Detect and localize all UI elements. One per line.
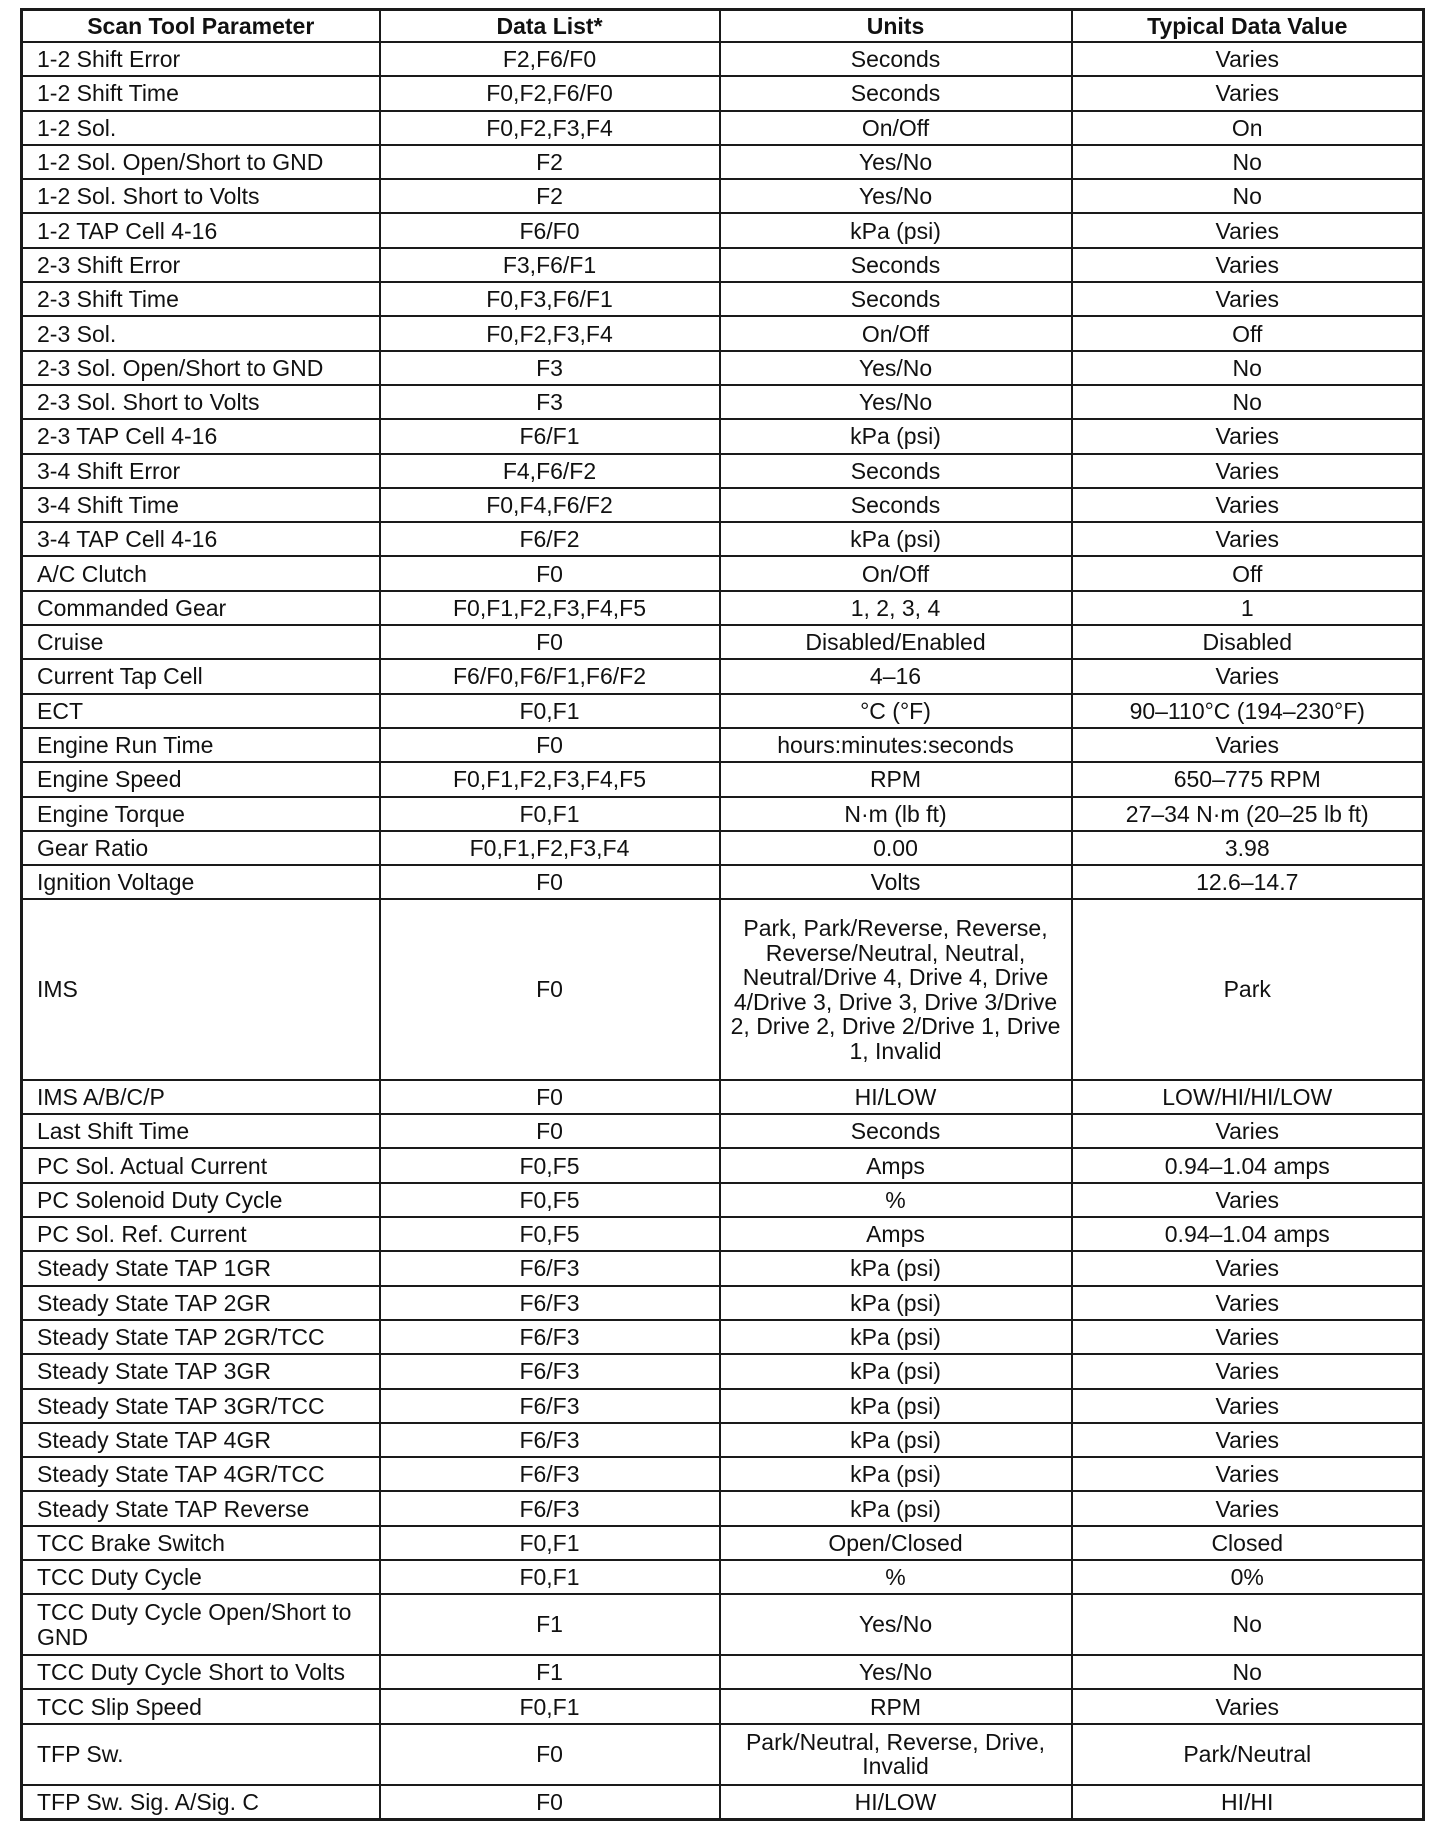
cell-units: Open/Closed [720, 1526, 1072, 1560]
cell-units: Yes/No [720, 179, 1072, 213]
table-row [22, 1785, 1424, 1820]
cell-units: RPM [720, 1689, 1072, 1723]
cell-scan-tool-parameter: Engine Torque [22, 797, 380, 831]
cell-data-list: F6/F3 [380, 1457, 720, 1491]
table-row [22, 488, 1424, 522]
cell-units: kPa (psi) [720, 1457, 1072, 1491]
table-row [22, 1389, 1424, 1423]
cell-data-list: F0,F1,F2,F3,F4,F5 [380, 591, 720, 625]
cell-units: Seconds [720, 282, 1072, 316]
cell-typical-data-value: Varies [1072, 1114, 1424, 1148]
table-row [22, 385, 1424, 419]
table-row [22, 454, 1424, 488]
table-row [22, 42, 1424, 76]
cell-scan-tool-parameter: Steady State TAP 4GR [22, 1423, 380, 1457]
header-typical-data-value: Typical Data Value [1072, 10, 1424, 43]
cell-typical-data-value: 0% [1072, 1560, 1424, 1594]
cell-scan-tool-parameter: Steady State TAP 1GR [22, 1251, 380, 1285]
cell-units: HI/LOW [720, 1785, 1072, 1820]
cell-typical-data-value: Varies [1072, 213, 1424, 247]
cell-typical-data-value: Varies [1072, 522, 1424, 556]
cell-scan-tool-parameter: TFP Sw. Sig. A/Sig. C [22, 1785, 380, 1820]
table-row [22, 282, 1424, 316]
cell-units: Yes/No [720, 351, 1072, 385]
table-row [22, 1320, 1424, 1354]
cell-units: N·m (lb ft) [720, 797, 1072, 831]
table-row [22, 831, 1424, 865]
cell-typical-data-value: Closed [1072, 1526, 1424, 1560]
cell-scan-tool-parameter: TCC Duty Cycle [22, 1560, 380, 1594]
cell-units: 0.00 [720, 831, 1072, 865]
cell-typical-data-value: Varies [1072, 419, 1424, 453]
table-row [22, 1183, 1424, 1217]
cell-data-list: F0 [380, 728, 720, 762]
cell-typical-data-value: HI/HI [1072, 1785, 1424, 1820]
cell-units: HI/LOW [720, 1080, 1072, 1114]
cell-data-list: F0,F2,F3,F4 [380, 111, 720, 145]
table-header [22, 10, 1424, 43]
cell-typical-data-value: Varies [1072, 42, 1424, 76]
cell-data-list: F0,F1 [380, 1526, 720, 1560]
cell-scan-tool-parameter: 3-4 TAP Cell 4-16 [22, 522, 380, 556]
cell-typical-data-value: Varies [1072, 1183, 1424, 1217]
cell-units: kPa (psi) [720, 1354, 1072, 1388]
cell-typical-data-value: Varies [1072, 76, 1424, 110]
cell-scan-tool-parameter: Steady State TAP Reverse [22, 1491, 380, 1525]
cell-scan-tool-parameter: TCC Duty Cycle Short to Volts [22, 1655, 380, 1689]
table-row [22, 419, 1424, 453]
table-row [22, 1655, 1424, 1689]
table-row [22, 76, 1424, 110]
cell-typical-data-value: Varies [1072, 1251, 1424, 1285]
table-row [22, 1560, 1424, 1594]
cell-data-list: F6/F3 [380, 1320, 720, 1354]
cell-data-list: F1 [380, 1594, 720, 1655]
cell-typical-data-value: Varies [1072, 282, 1424, 316]
table-row [22, 1457, 1424, 1491]
table-row [22, 145, 1424, 179]
cell-scan-tool-parameter: A/C Clutch [22, 556, 380, 590]
cell-scan-tool-parameter: Engine Speed [22, 762, 380, 796]
table-row [22, 797, 1424, 831]
cell-typical-data-value: Varies [1072, 248, 1424, 282]
cell-units: Yes/No [720, 145, 1072, 179]
table-row [22, 1354, 1424, 1388]
header-data-list: Data List* [380, 10, 720, 43]
table-row [22, 351, 1424, 385]
table-row [22, 899, 1424, 1079]
cell-typical-data-value: 0.94–1.04 amps [1072, 1217, 1424, 1251]
cell-data-list: F2 [380, 179, 720, 213]
cell-scan-tool-parameter: Commanded Gear [22, 591, 380, 625]
cell-units: °C (°F) [720, 694, 1072, 728]
table-row [22, 591, 1424, 625]
table-row [22, 659, 1424, 693]
cell-scan-tool-parameter: 2-3 Sol. Open/Short to GND [22, 351, 380, 385]
cell-scan-tool-parameter: 1-2 Sol. Open/Short to GND [22, 145, 380, 179]
cell-scan-tool-parameter: 3-4 Shift Time [22, 488, 380, 522]
cell-units: Seconds [720, 1114, 1072, 1148]
table-row [22, 1080, 1424, 1114]
table-row [22, 625, 1424, 659]
cell-data-list: F6/F2 [380, 522, 720, 556]
cell-scan-tool-parameter: PC Solenoid Duty Cycle [22, 1183, 380, 1217]
cell-typical-data-value: 650–775 RPM [1072, 762, 1424, 796]
table-row [22, 1148, 1424, 1182]
cell-data-list: F0,F5 [380, 1183, 720, 1217]
cell-units: kPa (psi) [720, 213, 1072, 247]
cell-units: Park/Neutral, Reverse, Drive, Invalid [720, 1724, 1072, 1785]
cell-scan-tool-parameter: ECT [22, 694, 380, 728]
cell-data-list: F0,F1,F2,F3,F4,F5 [380, 762, 720, 796]
cell-units: Seconds [720, 76, 1072, 110]
cell-scan-tool-parameter: Cruise [22, 625, 380, 659]
cell-units: Volts [720, 865, 1072, 899]
cell-scan-tool-parameter: TCC Duty Cycle Open/Short to GND [22, 1594, 380, 1655]
cell-units: On/Off [720, 111, 1072, 145]
cell-typical-data-value: Varies [1072, 1354, 1424, 1388]
cell-units: RPM [720, 762, 1072, 796]
cell-data-list: F0,F5 [380, 1148, 720, 1182]
header-scan-tool-parameter: Scan Tool Parameter [22, 10, 380, 43]
cell-scan-tool-parameter: PC Sol. Actual Current [22, 1148, 380, 1182]
cell-data-list: F4,F6/F2 [380, 454, 720, 488]
header-units: Units [720, 10, 1072, 43]
cell-units: kPa (psi) [720, 1389, 1072, 1423]
cell-typical-data-value: No [1072, 385, 1424, 419]
cell-scan-tool-parameter: 2-3 Shift Time [22, 282, 380, 316]
cell-data-list: F6/F3 [380, 1286, 720, 1320]
cell-scan-tool-parameter: 2-3 Sol. Short to Volts [22, 385, 380, 419]
table-row [22, 1286, 1424, 1320]
cell-scan-tool-parameter: Steady State TAP 3GR/TCC [22, 1389, 380, 1423]
table-row [22, 1594, 1424, 1655]
cell-data-list: F0 [380, 1724, 720, 1785]
cell-typical-data-value: Varies [1072, 1286, 1424, 1320]
cell-units: kPa (psi) [720, 1423, 1072, 1457]
cell-scan-tool-parameter: Engine Run Time [22, 728, 380, 762]
cell-units: 1, 2, 3, 4 [720, 591, 1072, 625]
cell-data-list: F0 [380, 865, 720, 899]
table-row [22, 728, 1424, 762]
cell-units: kPa (psi) [720, 522, 1072, 556]
cell-scan-tool-parameter: Steady State TAP 4GR/TCC [22, 1457, 380, 1491]
table-row [22, 1423, 1424, 1457]
cell-scan-tool-parameter: 1-2 TAP Cell 4-16 [22, 213, 380, 247]
cell-typical-data-value: Varies [1072, 1423, 1424, 1457]
cell-typical-data-value: Varies [1072, 1689, 1424, 1723]
cell-typical-data-value: Varies [1072, 1389, 1424, 1423]
cell-typical-data-value: 90–110°C (194–230°F) [1072, 694, 1424, 728]
table-row [22, 1689, 1424, 1723]
cell-units: Amps [720, 1217, 1072, 1251]
cell-data-list: F0 [380, 1080, 720, 1114]
cell-units: Amps [720, 1148, 1072, 1182]
table-row [22, 1217, 1424, 1251]
cell-units: kPa (psi) [720, 1286, 1072, 1320]
cell-scan-tool-parameter: 1-2 Shift Time [22, 76, 380, 110]
table-row [22, 1251, 1424, 1285]
cell-units: On/Off [720, 316, 1072, 350]
cell-units: Park, Park/Reverse, Reverse, Reverse/Neutral, Neutral, Neutral/Drive 4, Drive 4, Drive 4/Drive 3, Drive 3, Drive 3/Drive 2, Drive 2, Drive 2/Drive 1, Drive 1, Invalid [720, 899, 1072, 1079]
cell-scan-tool-parameter: Steady State TAP 2GR [22, 1286, 380, 1320]
cell-scan-tool-parameter: IMS A/B/C/P [22, 1080, 380, 1114]
cell-units: % [720, 1560, 1072, 1594]
table-row [22, 316, 1424, 350]
cell-units: On/Off [720, 556, 1072, 590]
cell-units: kPa (psi) [720, 1491, 1072, 1525]
cell-typical-data-value: Varies [1072, 1491, 1424, 1525]
cell-data-list: F6/F3 [380, 1389, 720, 1423]
cell-scan-tool-parameter: 2-3 TAP Cell 4-16 [22, 419, 380, 453]
cell-scan-tool-parameter: 3-4 Shift Error [22, 454, 380, 488]
cell-typical-data-value: Varies [1072, 1320, 1424, 1354]
table-row [22, 1114, 1424, 1148]
cell-data-list: F0,F2,F3,F4 [380, 316, 720, 350]
cell-scan-tool-parameter: Gear Ratio [22, 831, 380, 865]
cell-units: % [720, 1183, 1072, 1217]
cell-data-list: F0,F1,F2,F3,F4 [380, 831, 720, 865]
cell-typical-data-value: Varies [1072, 488, 1424, 522]
table-row [22, 1491, 1424, 1525]
table-row [22, 1526, 1424, 1560]
table-row [22, 762, 1424, 796]
cell-data-list: F0 [380, 1114, 720, 1148]
cell-data-list: F6/F0,F6/F1,F6/F2 [380, 659, 720, 693]
table-body [22, 42, 1424, 1819]
cell-data-list: F6/F3 [380, 1354, 720, 1388]
cell-data-list: F0 [380, 625, 720, 659]
cell-data-list: F2,F6/F0 [380, 42, 720, 76]
cell-data-list: F6/F3 [380, 1491, 720, 1525]
cell-data-list: F0,F1 [380, 1560, 720, 1594]
table-row [22, 248, 1424, 282]
cell-data-list: F3,F6/F1 [380, 248, 720, 282]
cell-scan-tool-parameter: 2-3 Sol. [22, 316, 380, 350]
cell-scan-tool-parameter: Steady State TAP 3GR [22, 1354, 380, 1388]
cell-units: Disabled/Enabled [720, 625, 1072, 659]
cell-units: Seconds [720, 248, 1072, 282]
header-row [22, 10, 1424, 43]
cell-typical-data-value: Varies [1072, 728, 1424, 762]
cell-units: Yes/No [720, 385, 1072, 419]
cell-scan-tool-parameter: IMS [22, 899, 380, 1079]
cell-scan-tool-parameter: Ignition Voltage [22, 865, 380, 899]
cell-scan-tool-parameter: TCC Brake Switch [22, 1526, 380, 1560]
cell-typical-data-value: Off [1072, 316, 1424, 350]
cell-data-list: F0 [380, 1785, 720, 1820]
cell-data-list: F6/F1 [380, 419, 720, 453]
cell-units: Yes/No [720, 1655, 1072, 1689]
cell-typical-data-value: No [1072, 351, 1424, 385]
cell-scan-tool-parameter: PC Sol. Ref. Current [22, 1217, 380, 1251]
cell-typical-data-value: No [1072, 1594, 1424, 1655]
cell-typical-data-value: 27–34 N·m (20–25 lb ft) [1072, 797, 1424, 831]
cell-units: Seconds [720, 42, 1072, 76]
cell-data-list: F6/F0 [380, 213, 720, 247]
cell-data-list: F0,F1 [380, 797, 720, 831]
table-row [22, 556, 1424, 590]
cell-typical-data-value: No [1072, 1655, 1424, 1689]
cell-units: 4–16 [720, 659, 1072, 693]
cell-typical-data-value: 12.6–14.7 [1072, 865, 1424, 899]
cell-typical-data-value: Off [1072, 556, 1424, 590]
cell-scan-tool-parameter: 2-3 Shift Error [22, 248, 380, 282]
cell-scan-tool-parameter: 1-2 Shift Error [22, 42, 380, 76]
cell-units: kPa (psi) [720, 1320, 1072, 1354]
cell-data-list: F0,F5 [380, 1217, 720, 1251]
cell-units: Yes/No [720, 1594, 1072, 1655]
table-row [22, 522, 1424, 556]
cell-typical-data-value: No [1072, 179, 1424, 213]
cell-data-list: F0,F1 [380, 1689, 720, 1723]
scan-tool-data-table [20, 8, 1425, 1821]
cell-scan-tool-parameter: 1-2 Sol. [22, 111, 380, 145]
cell-data-list: F0,F1 [380, 694, 720, 728]
cell-data-list: F0,F3,F6/F1 [380, 282, 720, 316]
cell-typical-data-value: 0.94–1.04 amps [1072, 1148, 1424, 1182]
cell-typical-data-value: Park/Neutral [1072, 1724, 1424, 1785]
cell-data-list: F3 [380, 351, 720, 385]
cell-scan-tool-parameter: 1-2 Sol. Short to Volts [22, 179, 380, 213]
cell-units: hours:minutes:seconds [720, 728, 1072, 762]
table-row [22, 694, 1424, 728]
cell-typical-data-value: No [1072, 145, 1424, 179]
table-row [22, 179, 1424, 213]
table-row [22, 1724, 1424, 1785]
table-row [22, 865, 1424, 899]
cell-data-list: F2 [380, 145, 720, 179]
table-row [22, 111, 1424, 145]
cell-units: Seconds [720, 454, 1072, 488]
cell-data-list: F0 [380, 556, 720, 590]
cell-data-list: F0,F2,F6/F0 [380, 76, 720, 110]
cell-typical-data-value: Varies [1072, 454, 1424, 488]
cell-scan-tool-parameter: TCC Slip Speed [22, 1689, 380, 1723]
cell-data-list: F6/F3 [380, 1423, 720, 1457]
cell-data-list: F0,F4,F6/F2 [380, 488, 720, 522]
cell-units: Seconds [720, 488, 1072, 522]
cell-typical-data-value: 3.98 [1072, 831, 1424, 865]
cell-typical-data-value: On [1072, 111, 1424, 145]
cell-data-list: F0 [380, 899, 720, 1079]
cell-typical-data-value: 1 [1072, 591, 1424, 625]
cell-scan-tool-parameter: Last Shift Time [22, 1114, 380, 1148]
cell-typical-data-value: Disabled [1072, 625, 1424, 659]
cell-units: kPa (psi) [720, 1251, 1072, 1285]
cell-data-list: F6/F3 [380, 1251, 720, 1285]
table-row [22, 213, 1424, 247]
cell-data-list: F1 [380, 1655, 720, 1689]
cell-typical-data-value: Varies [1072, 659, 1424, 693]
cell-typical-data-value: LOW/HI/HI/LOW [1072, 1080, 1424, 1114]
cell-data-list: F3 [380, 385, 720, 419]
cell-scan-tool-parameter: Current Tap Cell [22, 659, 380, 693]
cell-units: kPa (psi) [720, 419, 1072, 453]
cell-scan-tool-parameter: TFP Sw. [22, 1724, 380, 1785]
cell-typical-data-value: Varies [1072, 1457, 1424, 1491]
cell-scan-tool-parameter: Steady State TAP 2GR/TCC [22, 1320, 380, 1354]
cell-typical-data-value: Park [1072, 899, 1424, 1079]
